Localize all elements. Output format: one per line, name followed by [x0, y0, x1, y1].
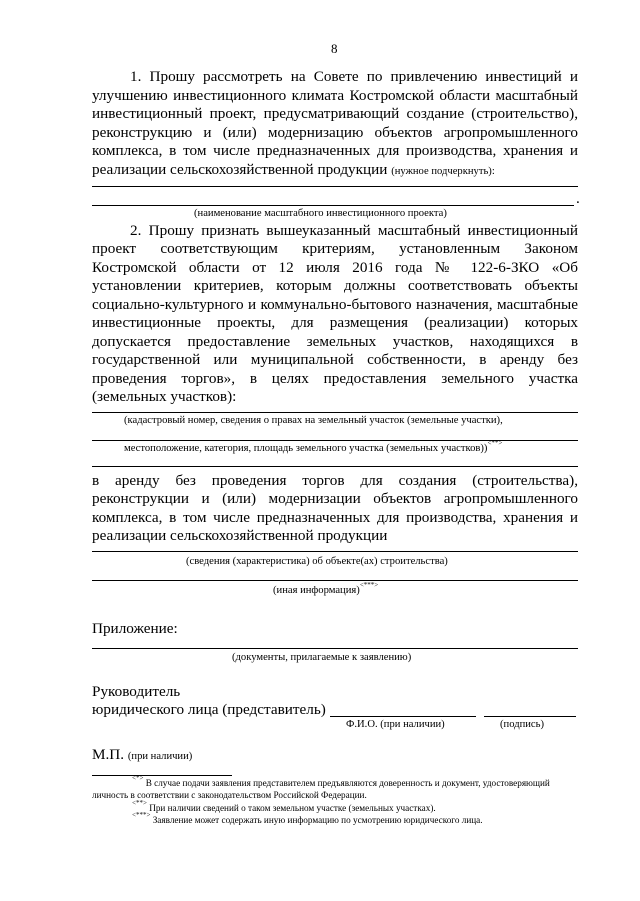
footnote-2 [132, 799, 436, 814]
footnote-3-mark: <***> [132, 811, 151, 819]
footnote-2-mark: <**> [132, 799, 147, 807]
footnote-1-text: В случае подачи заявления представителем предъявляются доверенность и документ, удостоверяющий [145, 778, 550, 788]
appendix-label: Приложение: [92, 620, 178, 637]
paragraph-1-line: реконструкцию и (или) модернизацию объектов агропромышленного [92, 124, 578, 141]
paragraph-1-line: инвестиционный проект, предусматривающий создание (строительство), [92, 105, 578, 122]
signature-line[interactable] [484, 716, 576, 717]
paragraph-2-line: 2. Прошу признать вышеуказанный масштабный инвестиционный [130, 222, 578, 239]
footnote-3 [132, 811, 483, 826]
paragraph-1-line: улучшению инвестиционного климата Костромской области масштабный [92, 87, 578, 104]
footnote-3-text: Заявление может содержать иную информацию по усмотрению юридического лица. [152, 815, 483, 825]
signature-caption: (подпись) [500, 719, 544, 730]
paragraph-2-line: проведения торгов», в целях предоставления земельного участка [92, 370, 578, 387]
paragraph-1-line: комплекса, в том числе предназначенных для производства, хранения и [92, 142, 578, 159]
paragraph-1-last-line [92, 161, 495, 179]
paragraph-1-line: 1. Прошу рассмотреть на Совете по привлечению инвестиций и [130, 68, 578, 85]
stamp-note: (при наличии) [127, 751, 193, 762]
footnote-mark-2: <**> [487, 439, 503, 447]
footnote-1 [92, 774, 578, 801]
footnote-2-text: При наличии сведений о таком земельном участке (земельных участках). [149, 803, 436, 813]
signature-title-line-2: юридического лица (представитель) [92, 701, 326, 718]
paragraph-2-line: социально-культурного и коммунально-бытового назначения, масштабные [92, 296, 578, 313]
project-name-caption: (наименование масштабного инвестиционного проекта) [194, 208, 447, 219]
other-info-caption [273, 581, 379, 597]
paragraph-3-line: комплекса, в том числе предназначенных для производства, хранения и [92, 509, 578, 526]
cadastral-info-line[interactable] [92, 412, 578, 413]
paragraph-3-line: реконструкции и (или) модернизации объектов агропромышленного [92, 490, 578, 507]
documents-line[interactable] [92, 648, 578, 649]
paragraph-2-line: допускается предоставление земельных участков, находящихся в [92, 333, 578, 350]
stamp-label: М.П. [92, 746, 125, 763]
paragraph-2-line: установлении критериев, которым должны соответствовать объекты [92, 277, 578, 294]
signature-title-line-1: Руководитель [92, 683, 181, 700]
footnote-mark-3: <***> [359, 581, 379, 589]
object-caption: (сведения (характеристика) об объекте(ах) строительства) [186, 556, 448, 567]
paragraph-2-line: инвестиционные проекты, для размещения (реализации) которых [92, 314, 578, 331]
fio-caption: Ф.И.О. (при наличии) [346, 719, 445, 730]
underline-note: (нужное подчеркнуть): [391, 166, 495, 177]
location-caption [124, 439, 503, 455]
paragraph-3-last-line: реализации сельскохозяйственной продукции [92, 527, 388, 544]
paragraph-2-line: государственной или муниципальной собственности, в аренду без [92, 351, 578, 368]
documents-caption: (документы, прилагаемые к заявлению) [232, 652, 412, 663]
paragraph-2-last-line: (земельных участков): [92, 388, 237, 405]
footnote-separator [92, 775, 232, 776]
project-name-line-1[interactable] [92, 186, 578, 187]
stamp-line [92, 746, 192, 764]
land-plot-extra-line[interactable] [92, 466, 578, 467]
other-info-caption-text: (иная информация) [273, 585, 360, 596]
project-name-end-dot: . [576, 190, 580, 207]
location-info-line[interactable] [92, 440, 578, 441]
paragraph-2-line: проект соответствующим критериям, установленным Законом [92, 240, 578, 257]
object-info-line[interactable] [92, 551, 578, 552]
page-number: 8 [331, 41, 338, 56]
footnote-1-cont: личность в соответствии с законодательством Российской Федерации. [92, 790, 367, 800]
cadastral-caption: (кадастровый номер, сведения о правах на земельный участок (земельные участки), [124, 415, 503, 426]
paragraph-1-last-line-text: реализации сельскохозяйственной продукции [92, 161, 388, 178]
paragraph-3-line: в аренду без проведения торгов для создания (строительства), [92, 472, 578, 489]
project-name-line-2[interactable] [92, 205, 574, 206]
footnote-1-mark: <*> [132, 774, 144, 782]
location-caption-text: местоположение, категория, площадь земельного участка (земельных участков)) [124, 443, 488, 454]
other-info-line[interactable] [92, 580, 578, 581]
paragraph-2-line: Костромской области от 12 июля 2016 года № 122-6-ЗКО «Об [92, 259, 578, 276]
fio-line[interactable] [330, 716, 476, 717]
